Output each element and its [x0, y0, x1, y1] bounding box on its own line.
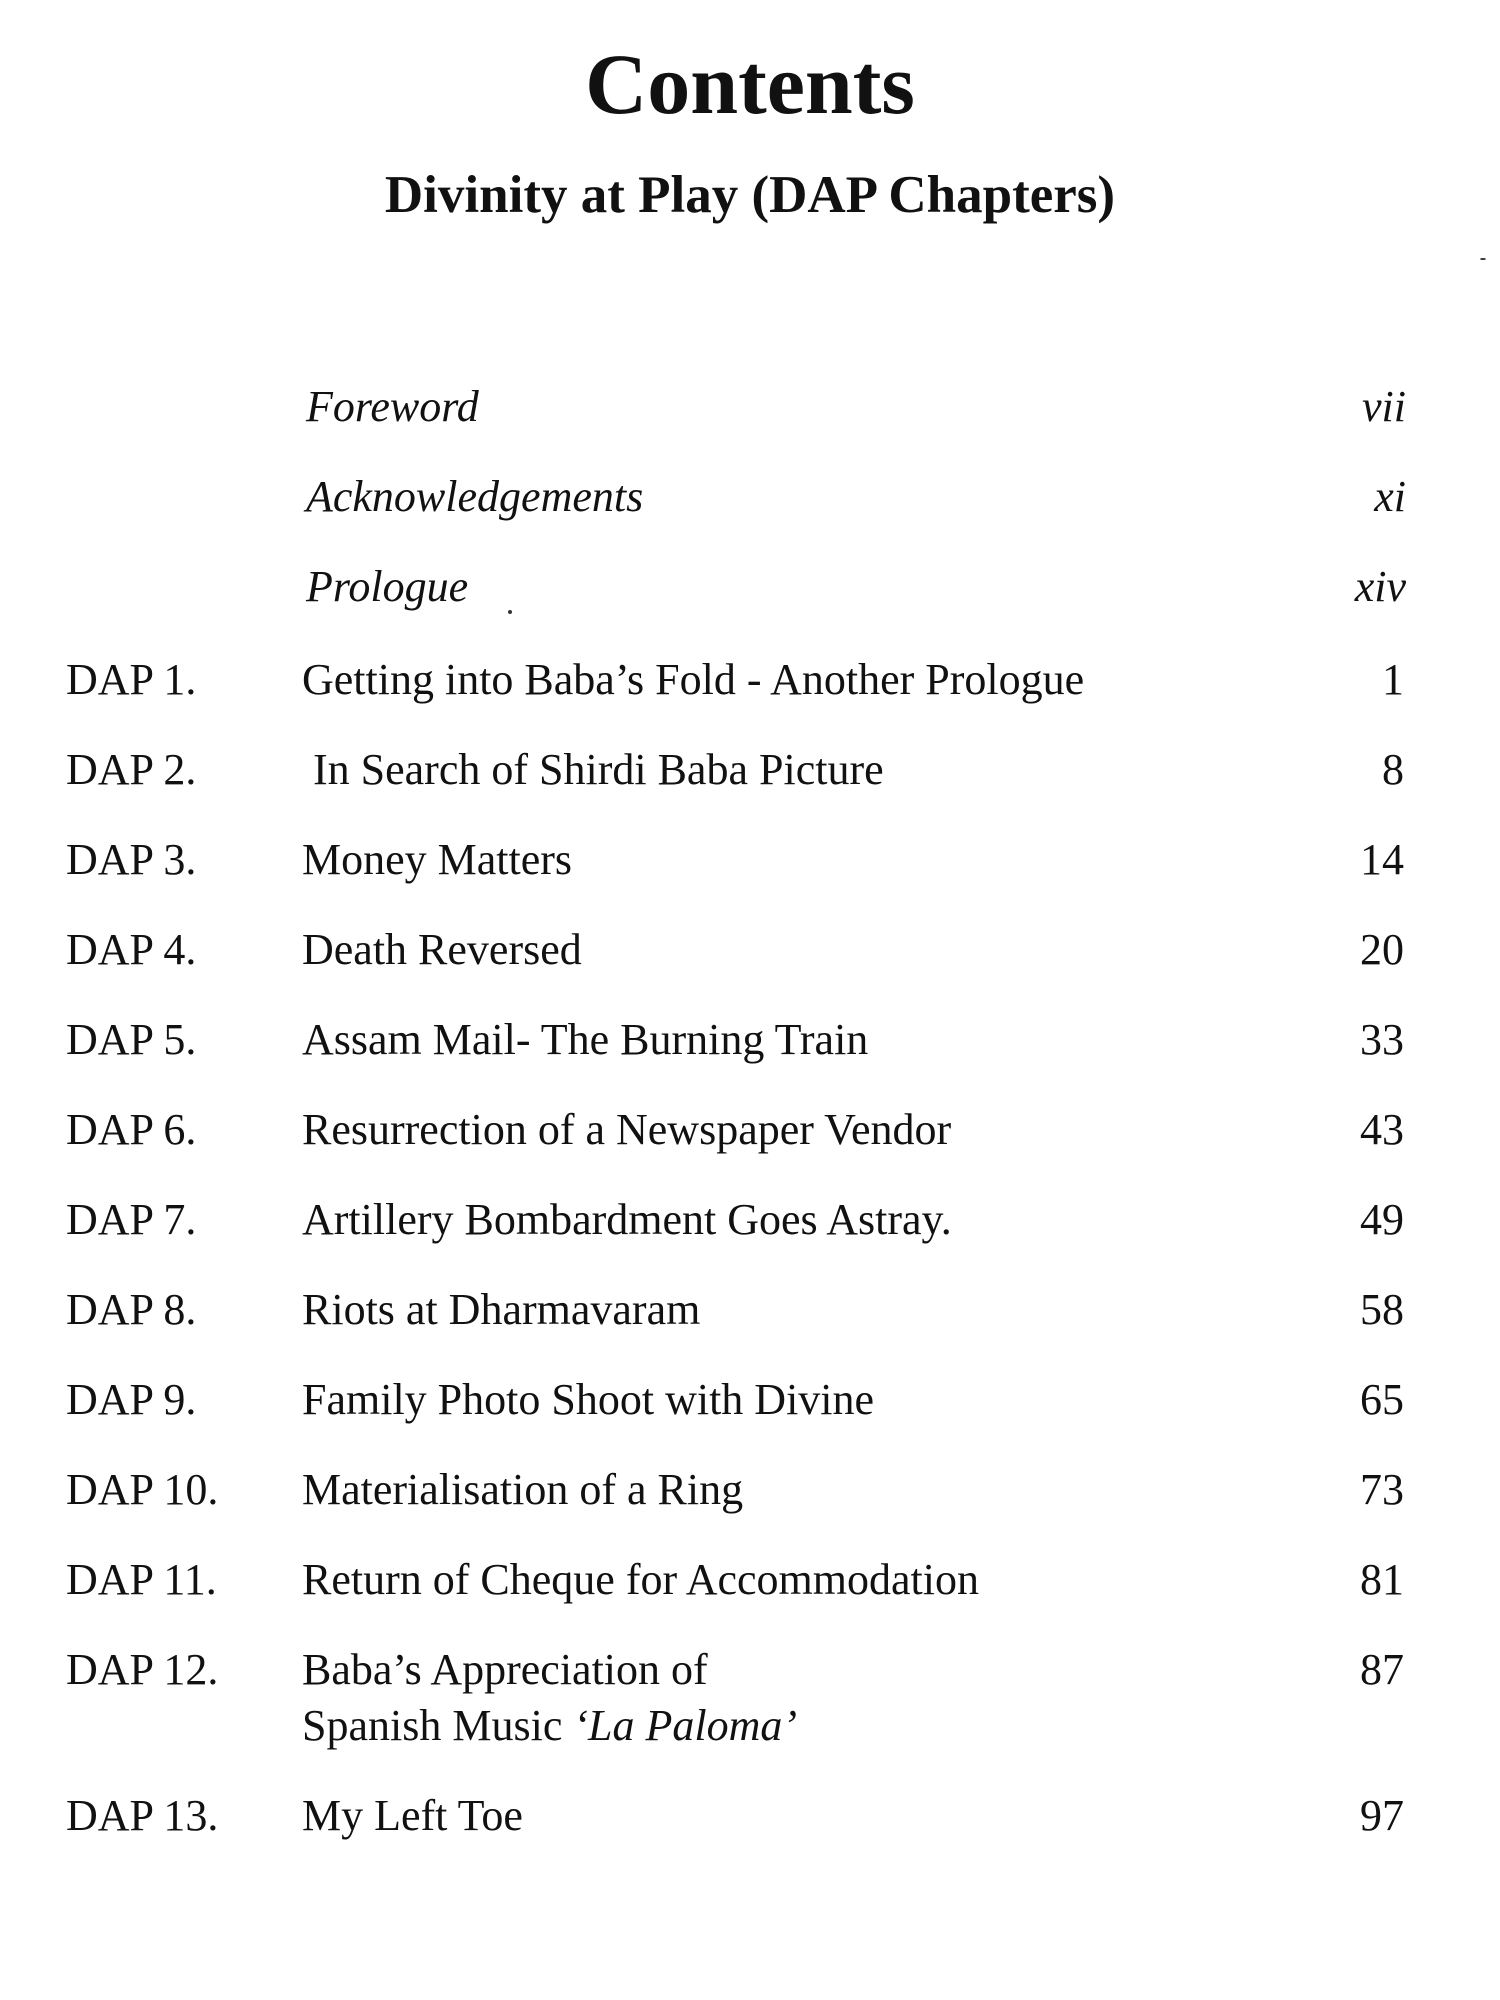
toc-entry-title: Acknowledgements: [306, 472, 644, 521]
chapter-title-line2-italic: ‘La Paloma’: [573, 1701, 798, 1750]
chapter-page: 33: [1360, 1015, 1404, 1064]
chapter-title-line1: Baba’s Appreciation of: [302, 1645, 708, 1694]
chapter-page: 65: [1360, 1375, 1404, 1424]
chapter-page: 49: [1360, 1195, 1404, 1244]
chapter-title: [302, 1642, 797, 1754]
chapter-title: My Left Toe: [302, 1791, 523, 1840]
chapter-page: 43: [1360, 1105, 1404, 1154]
chapter-title-line2-prefix: Spanish Music: [302, 1701, 574, 1750]
toc-entry-title: Foreword: [306, 382, 479, 431]
chapter-number: DAP 9.: [66, 1375, 197, 1424]
chapter-title: In Search of Shirdi Baba Picture: [302, 745, 884, 794]
scan-speck: [508, 610, 512, 614]
section-subtitle: Divinity at Play (DAP Chapters): [384, 166, 1116, 224]
chapter-title: Getting into Baba’s Fold - Another Prologue: [302, 655, 1085, 704]
chapter-page: 81: [1360, 1555, 1404, 1604]
chapter-title: Death Reversed: [302, 925, 582, 974]
chapter-number: DAP 10.: [66, 1465, 219, 1514]
chapter-title: Materialisation of a Ring: [302, 1465, 744, 1514]
scan-speck: [1480, 258, 1486, 260]
chapter-title-line2: [302, 1698, 797, 1754]
page-title: Contents: [585, 36, 915, 132]
chapter-title: Riots at Dharmavaram: [302, 1285, 701, 1334]
chapter-page: 97: [1360, 1791, 1404, 1840]
chapter-number: DAP 1.: [66, 655, 197, 704]
chapter-title: Family Photo Shoot with Divine: [302, 1375, 875, 1424]
chapter-number: DAP 13.: [66, 1791, 219, 1840]
chapter-page: 14: [1360, 835, 1404, 884]
chapter-page: 8: [1382, 745, 1404, 794]
chapter-number: DAP 2.: [66, 745, 197, 794]
chapter-number: DAP 11.: [66, 1555, 217, 1604]
chapter-page: 1: [1382, 655, 1404, 704]
toc-entry-page: xi: [1374, 472, 1406, 521]
chapter-page: 58: [1360, 1285, 1404, 1334]
toc-entry-title: Prologue: [306, 562, 469, 611]
chapter-page: 87: [1360, 1645, 1404, 1694]
chapter-number: DAP 12.: [66, 1645, 219, 1694]
chapter-page: 73: [1360, 1465, 1404, 1514]
chapter-title: Artillery Bombardment Goes Astray.: [302, 1195, 952, 1244]
chapter-title: Assam Mail- The Burning Train: [302, 1015, 869, 1064]
toc-entry-page: xiv: [1354, 562, 1406, 611]
chapter-number: DAP 3.: [66, 835, 197, 884]
chapter-number: DAP 8.: [66, 1285, 197, 1334]
chapter-number: DAP 6.: [66, 1105, 197, 1154]
toc-entry-page: vii: [1362, 382, 1406, 431]
chapter-number: DAP 7.: [66, 1195, 197, 1244]
chapter-title: Resurrection of a Newspaper Vendor: [302, 1105, 952, 1154]
chapter-number: DAP 4.: [66, 925, 197, 974]
chapter-title: Return of Cheque for Accommodation: [302, 1555, 979, 1604]
chapter-number: DAP 5.: [66, 1015, 197, 1064]
chapter-page: 20: [1360, 925, 1404, 974]
chapter-title: Money Matters: [302, 835, 573, 884]
